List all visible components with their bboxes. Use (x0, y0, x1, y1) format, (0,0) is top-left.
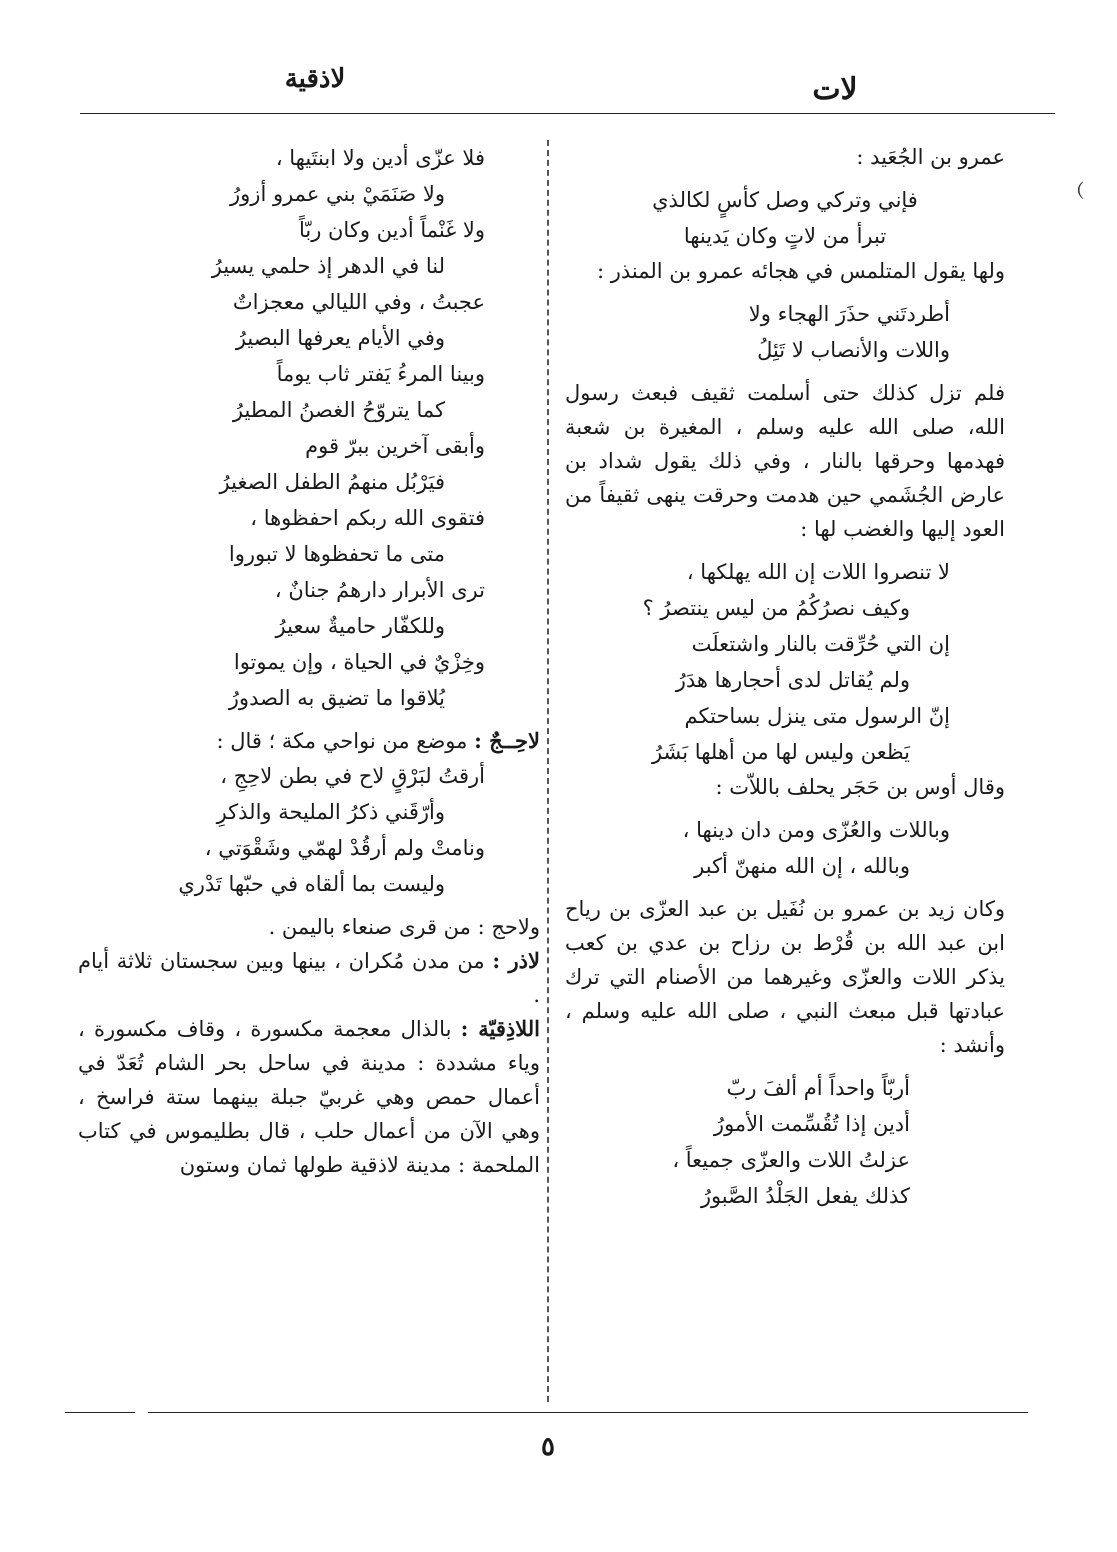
verse-line: إنّ الرسول متى ينزل بساحتكم (684, 704, 950, 728)
top-rule (80, 113, 1055, 114)
verse-line: أربّاً واحداً أم ألفَ ربّ (726, 1076, 910, 1100)
bottom-rule (148, 1412, 1028, 1413)
entry-term: لاحِــجٌ : (474, 728, 540, 753)
verse-line: وبينا المرءُ يَفتر ثاب يوماً (276, 362, 485, 386)
column-divider (547, 140, 549, 1402)
entry-text: موضع من نواحي مكة ؛ قال : (216, 729, 468, 753)
verse-line: وليست بما ألقاه في حبّها تَدْري (178, 872, 445, 896)
entry-term: لاذر : (492, 948, 540, 973)
verse-line: لا تنصروا اللات إن الله يهلكها ، (686, 560, 950, 584)
right-column (565, 140, 1005, 1214)
page-header-right: لات (812, 72, 858, 107)
left-column (78, 140, 540, 1182)
verse-line: وللكفّار حاميةٌ سعيرُ (275, 614, 445, 638)
verse-line: ونامتْ ولم أرقُدْ لهمّي وشَقْوَتي ، (204, 836, 485, 860)
verse-line: فلا عزّى أدين ولا ابنتَيها ، (275, 146, 485, 170)
verse-line: أدين إذا تُقُسِّمت الأمورُ (713, 1112, 910, 1136)
verse-line: ترى الأبرار دارهمُ جنانٌ ، (274, 578, 485, 602)
verse-line: وفي الأيام يعرفها البصيرُ (235, 326, 445, 350)
intro-line: عمرو بن الجُعَيد : (856, 145, 1005, 169)
verse-line: تبرأ من لاتٍ وكان يَدينها (683, 224, 887, 248)
verse-line: وكيف نصرُكُمُ من ليس ينتصرُ ؟ (642, 596, 910, 620)
dictionary-entry (78, 1012, 540, 1182)
verse-line: يَظعن وليس لها من أهلها بَشَرُ (651, 740, 910, 764)
verse-line: ولا صَنَمَيْ بني عمرو أزورُ (230, 182, 445, 206)
intro-line: وقال أوس بن حَجَر يحلف باللاّت : (715, 775, 1005, 799)
verse-line: عجبتُ ، وفي الليالي معجزاتٌ (232, 290, 485, 314)
verse-line: كما يتروّحُ الغصنُ المطيرُ (232, 398, 445, 422)
verse-line: أطردتَني حذَرَ الهجاء ولا (748, 302, 950, 326)
verse-line: متى ما تحفظوها لا تبوروا (228, 542, 445, 566)
entry-text: بالذال معجمة مكسورة ، وقاف مكسورة ، وياء مشددة : مدينة في ساحل بحر الشام تُعَدّ في أعمال حمص وهي غربيّ جبلة بينهما ستة فراسخ ، وهي الآن من أعمال حلب ، قال بطليموس في كتاب الملحمة : مدينة لاذقية طولها ثمان وستون (78, 1017, 540, 1177)
verse-line: فإني وتركي وصل كأسٍ لكالذي (652, 188, 918, 212)
verse-line: فيَرْبُل منهمُ الطفل الصغيرُ (219, 470, 445, 494)
entry-text: من مدن مُكران ، بينها وبين سجستان ثلاثة أيام . (78, 949, 540, 1007)
prose-paragraph: فلم تزل كذلك حتى أسلمت ثقيف فبعث رسول الله، صلى الله عليه وسلم ، المغيرة بن شعبة فهدمها وحرقها بالنار ، وفي ذلك يقول شداد بن عارض الجُشَمي حين هدمت وحرقت ينهى ثقيفاً من العود إليها والغضب لها : (565, 381, 1005, 541)
dictionary-entry (78, 944, 540, 1012)
dictionary-entry (78, 724, 540, 758)
bottom-rule-short (65, 1412, 135, 1413)
page-header-left: لاذقية (284, 64, 346, 94)
margin-mark: ﹚ (1068, 174, 1095, 204)
verse-line: وبالله ، إن الله منهنّ أكبر (694, 854, 910, 878)
page-number: ٥ (541, 1432, 555, 1462)
verse-line: وخِزْيٌ في الحياة ، وإن يموتوا (233, 650, 485, 674)
verse-line: إن التي حُرِّقت بالنار واشتعلَت (691, 632, 950, 656)
verse-line: وأرّقَني ذكرُ المليحة والذكرِ (216, 800, 445, 824)
verse-line: واللات والأنصاب لا تَئِلُ (757, 338, 950, 362)
verse-line: يُلاقوا ما تضيق به الصدورُ (228, 686, 445, 710)
verse-line: وأبقى آخرين ببرّ قوم (305, 434, 485, 458)
verse-line: عزلتُ اللات والعزّى جميعاً ، (672, 1148, 910, 1172)
verse-line: لنا في الدهر إذ حلمي يسيرُ (211, 254, 445, 278)
intro-line: ولها يقول المتلمس في هجائه عمرو بن المنذر : (596, 259, 1005, 283)
prose-paragraph: وكان زيد بن عمرو بن نُفَيل بن عبد العزّى بن رياح ابن عبد الله بن قُرْط بن رزاح بن عدي بن كعب يذكر اللات والعزّى وغيرهما من الأصنام التي ترك عبادتها قبل مبعث النبي ، صلى الله عليه وسلم ، وأنشد : (565, 897, 1005, 1057)
verse-line: ولم يُقاتل لدى أحجارها هدَرُ (675, 668, 910, 692)
entry-term: اللاذِقيّة : (460, 1016, 540, 1041)
verse-line: فتقوى الله ربكم احفظوها ، (250, 506, 485, 530)
verse-line: كذلك يفعل الجَلْدُ الصَّبورُ (700, 1184, 910, 1208)
verse-line: أرقتُ لبَرْقٍ لاح في بطن لاحِجِ ، (220, 764, 485, 788)
entry-note: ولاحج : من قرى صنعاء باليمن . (268, 915, 540, 939)
verse-line: وباللات والعُزّى ومن دان دينها ، (682, 818, 950, 842)
verse-line: ولا غَنْماً أدين وكان ربّاً (298, 218, 485, 242)
